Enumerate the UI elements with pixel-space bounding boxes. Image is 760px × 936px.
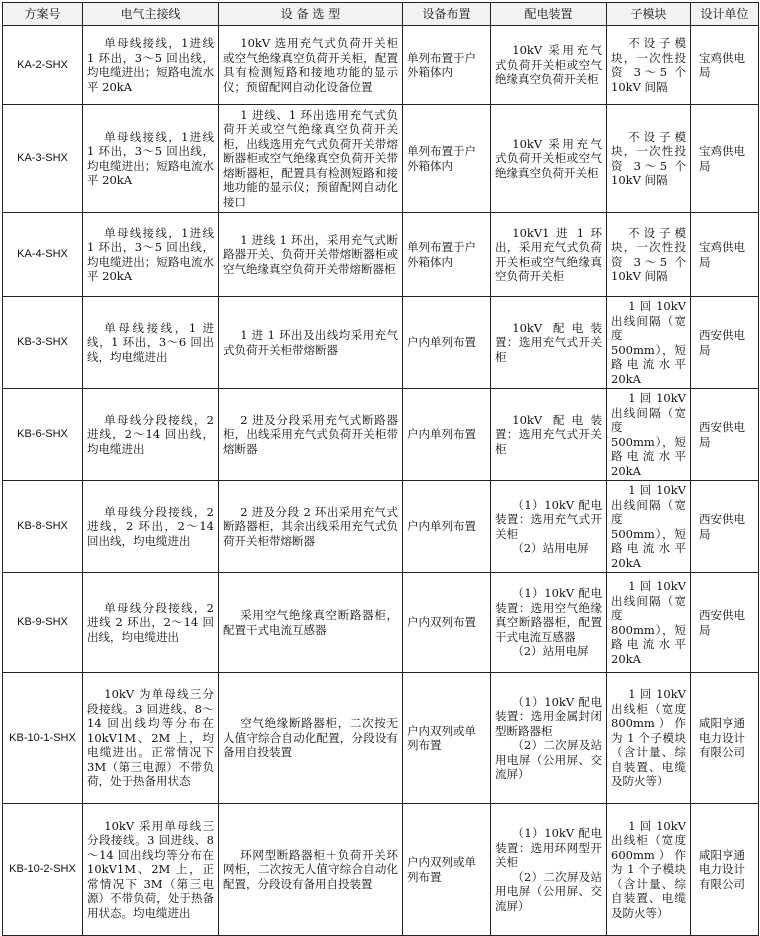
distribution-line: 10kV 配电装置：选用充气式开关柜: [495, 412, 602, 456]
distribution-cell: [491, 481, 607, 573]
distribution-line: 10kV 配电装置：选用充气式开关柜: [495, 320, 602, 364]
header-layout: 设备布置: [403, 3, 491, 26]
scheme-id: KB-9-SHX: [3, 573, 83, 673]
wiring-cell: 10kV 采用单母线三分段接线。3 回进线、8～14 回出线均等分布在 10kV1M、2M 上，正常情况下 3M（第三电源）不带负荷，处于热备用状态。均电缆进出: [83, 804, 219, 936]
table-row: [3, 804, 759, 936]
wiring-cell: 单母线分段接线，2 进线，2～14 回出线，均电缆进出: [83, 389, 219, 481]
submodule-cell: 1 回 10kV 出线间隔（宽度 800mm），短路电流水平 20kA: [607, 573, 691, 673]
distribution-cell: [491, 573, 607, 673]
distribution-cell: [491, 297, 607, 389]
distribution-cell: [491, 26, 607, 105]
wiring-cell: 单母线接线，1 进线，1 环出，3～6 回出线，均电缆进出: [83, 297, 219, 389]
scheme-id: KB-10-2-SHX: [3, 804, 83, 936]
header-equipment: 设 备 选 型: [219, 3, 403, 26]
wiring-cell: 单母线接线，1进线 1 环出，3～5 回出线，均电缆进出；短路电流水平 20kA: [83, 105, 219, 213]
wiring-cell: 单母线分段接线，2 进线，2 环出，2～14 回出线，均电缆进出: [83, 481, 219, 573]
header-row: [3, 3, 759, 26]
equipment-cell: 2 进及分段 2 环出采用充气式断路器柜，其余出线采用充气式负荷开关柜带熔断器: [219, 481, 403, 573]
distribution-line: 10kV 采用充气式负荷开关柜或空气绝缘真空负荷开关柜: [495, 136, 602, 180]
design-unit-cell: 西安供电局: [691, 297, 759, 389]
layout-cell: 单列布置于户外箱体内: [403, 26, 491, 105]
equipment-cell: 1 进线 1 环出，采用充气式断路器开关、负荷开关带熔断器柜或空气绝缘真空负荷开关带熔断器柜: [219, 213, 403, 297]
distribution-cell: [491, 213, 607, 297]
equipment-cell: 空气绝缘断路器柜，二次按无人值守综合自动化配置，分段设有备用自投装置: [219, 673, 403, 804]
equipment-cell: 2 进及分段采用充气式断路器柜，出线采用充气式负荷开关柜带熔断器: [219, 389, 403, 481]
header-submodule: 子模块: [607, 3, 691, 26]
submodule-cell: 不设子模块，一次性投资 3～5 个10kV 间隔: [607, 105, 691, 213]
distribution-cell: [491, 389, 607, 481]
wiring-cell: 单母线接线，1进线 1 环出，3～5 回出线，均电缆进出；短路电流水平 20kA: [83, 213, 219, 297]
distribution-line: （2）站用电屏: [512, 644, 589, 659]
layout-cell: 户内单列布置: [403, 389, 491, 481]
header-design-unit: 设计单位: [691, 3, 759, 26]
distribution-line: （1）10kV 配电装置：选用金属封闭型断路器柜: [495, 694, 602, 738]
scheme-id: KB-8-SHX: [3, 481, 83, 573]
equipment-cell: 1 进线、1 环出选用充气式负荷开关或空气绝缘真空负荷开关柜，出线选用充气式负荷开关带熔断器柜或空气绝缘真空负荷开关带熔断器柜，配置具有检测短路和接地功能的显示仪；预留配网自动化接口: [219, 105, 403, 213]
scheme-id: KB-10-1-SHX: [3, 673, 83, 804]
distribution-line: （1）10kV 配电装置：选用环网型开关柜: [495, 826, 602, 869]
table-row: [3, 26, 759, 105]
table-row: [3, 297, 759, 389]
design-unit-cell: 西安供电局: [691, 389, 759, 481]
wiring-cell: 10kV 为单母线三分段接线。3 回进线、8～14 回出线均等分布在 10kV1M、2M 上，均电缆进出。正常情况下 3M（第三电源）不带负荷，处于热备用状态: [83, 673, 219, 804]
distribution-line: （2）二次屏及站用电屏（公用屏、交流屏）: [495, 869, 602, 913]
design-unit-cell: 宝鸡供电局: [691, 213, 759, 297]
distribution-cell: [491, 804, 607, 936]
wiring-cell: 单母线分段接线，2 进线 2 环出，2～14 回出线，均电缆进出: [83, 573, 219, 673]
table-row: [3, 213, 759, 297]
design-unit-cell: 西安供电局: [691, 573, 759, 673]
table-row: [3, 673, 759, 804]
distribution-line: （2）二次屏及站用电屏（公用屏、交流屏）: [495, 738, 602, 781]
design-unit-cell: 西安供电局: [691, 481, 759, 573]
header-wiring: 电气主接线: [83, 3, 219, 26]
distribution-line: 10kV1 进 1 环出，采用充气式负荷开关柜或空气绝缘真空负荷开关柜: [495, 225, 602, 283]
design-unit-cell: 咸阳亨通电力设计有限公司: [691, 804, 759, 936]
submodule-cell: 1 回 10kV 出线间隔（宽度 500mm），短路电流水平 20kA: [607, 481, 691, 573]
distribution-line: （1）10kV 配电装置：选用空气绝缘真空断路器柜，配置干式电流互感器: [495, 586, 602, 644]
distribution-cell: [491, 105, 607, 213]
header-scheme-id: 方案号: [3, 3, 83, 26]
submodule-cell: 不设子模块，一次性投资 3～5 个10kV 间隔: [607, 213, 691, 297]
layout-cell: 户内单列布置: [403, 297, 491, 389]
design-unit-cell: 宝鸡供电局: [691, 26, 759, 105]
layout-cell: 户内单列布置: [403, 481, 491, 573]
table-row: [3, 389, 759, 481]
scheme-id: KB-6-SHX: [3, 389, 83, 481]
layout-cell: 户内双列或单列布置: [403, 804, 491, 936]
layout-cell: 户内双列布置: [403, 573, 491, 673]
table-row: [3, 573, 759, 673]
equipment-cell: 环网型断路器柜＋负荷开关环网柜，二次按无人值守综合自动化配置，分段设有备用自投装置: [219, 804, 403, 936]
design-unit-cell: 宝鸡供电局: [691, 105, 759, 213]
header-distribution: 配电装置: [491, 3, 607, 26]
layout-cell: 单列布置于户外箱体内: [403, 105, 491, 213]
distribution-line: （2）站用电屏: [512, 541, 589, 555]
submodule-cell: 1 回 10kV 出线间隔（宽度 500mm），短路电流水平 20kA: [607, 389, 691, 481]
design-unit-cell: 咸阳亨通电力设计有限公司: [691, 673, 759, 804]
distribution-cell: [491, 673, 607, 804]
layout-cell: 单列布置于户外箱体内: [403, 213, 491, 297]
scheme-table: [2, 2, 759, 936]
equipment-cell: 10kV 选用充气式负荷开关柜或空气绝缘真空负荷开关柜，配置具有检测短路和接地功能的显示仪；预留配网自动化设备位置: [219, 26, 403, 105]
table-row: [3, 105, 759, 213]
table-row: [3, 481, 759, 573]
scheme-id: KA-4-SHX: [3, 213, 83, 297]
scheme-id: KA-3-SHX: [3, 105, 83, 213]
scheme-id: KB-3-SHX: [3, 297, 83, 389]
layout-cell: 户内双列或单列布置: [403, 673, 491, 804]
equipment-cell: 采用空气绝缘真空断路器柜，配置干式电流互感器: [219, 573, 403, 673]
submodule-cell: 1 回 10kV 出线间隔（宽度 500mm），短路电流水平 20kA: [607, 297, 691, 389]
equipment-cell: 1 进 1 环出及出线均采用充气式负荷开关柜带熔断器: [219, 297, 403, 389]
distribution-line: （1）10kV 配电装置：选用充气式开关柜: [495, 497, 602, 541]
submodule-cell: 1 回 10kV 出线柜（宽度 800mm）作为 1 个子模块（含计量、综自装置、电缆及防火等）: [607, 673, 691, 804]
submodule-cell: 不设子模块，一次性投资 3～5 个10kV 间隔: [607, 26, 691, 105]
distribution-line: 10kV 采用充气式负荷开关柜或空气绝缘真空负荷开关柜: [495, 43, 602, 87]
wiring-cell: 单母线接线，1进线 1 环出，3～5 回出线，均电缆进出；短路电流水平 20kA: [83, 26, 219, 105]
submodule-cell: 1 回 10kV 出线柜（宽度 600mm）作为 1 个子模块（含计量、综自装置、电缆及防火等）: [607, 804, 691, 936]
scheme-id: KA-2-SHX: [3, 26, 83, 105]
